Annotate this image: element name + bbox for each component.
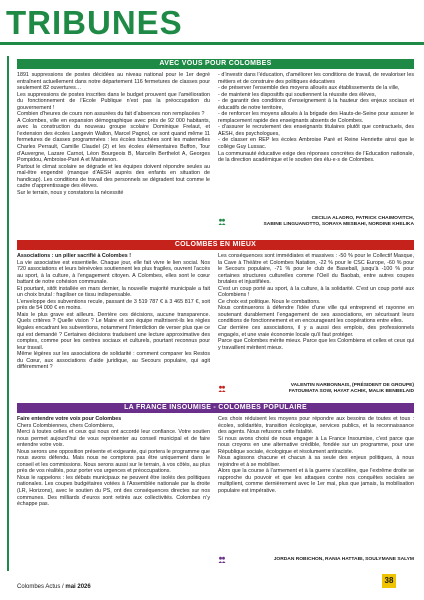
paragraph: Mais le plus grave est ailleurs. Derrière ces décisions, aucune transparence. Quels critères ? Quelle vision ? Le Maire et son équipe maîtrisent-ils les règles légales encadrant les subventions, notamment l’interdiction de verser plus que ce qui est demandé ? Certaines décisions traduisent une lecture approximative des comptes, comme pour les centres sociaux et culturels, pourtant reconnus pour leur travail. [17,311,210,351]
section-header-avec-vous: AVEC VOUS POUR COLOMBES [17,59,414,69]
paragraph: Nous serons une opposition présente et exigeante, qui portera le programme que nous avons défendu. Mais nous ne comptons pas être uniquement dans le conseil et les commissions. Nous serons aussi sur le terrain, à vos côtés, au plus près de vos réalités, pour porter vos urgences et préoccupations. [17,448,210,475]
paragraph: Sur le terrain, nous y constatons la nécessité [17,189,124,196]
section-3-left-column [17,416,210,566]
paragraph: C’est un coup porté au sport, à la culture, à la solidarité. C’est un coup porté aux Colombiens ! [218,285,414,299]
paragraph: - de classer en REP les écoles Ambroise Paré et Reine Henriette ainsi que le collège Guy Lussac. [218,137,414,151]
section-2-left-column [17,253,210,398]
signature-line: FATOUMATA SOW, HAYAT ACHIK, MALIK BENBELAID [288,389,414,395]
paragraph: Ce choix est politique. Nous le combattons. [218,298,321,305]
paragraph: La communauté éducative exige des réponses concrètes de l’Education nationale, de la direction académique et le soutien des élu·e·s de Colombes. [218,150,414,164]
paragraph: Merci à toutes celles et ceux qui nous ont accordé leur confiance. Votre soutien nous permet aujourd’hui de vous représenter au conseil municipal et de faire entendre votre voix. [17,429,210,449]
group-people-icon [218,218,226,226]
paragraph: - de renforcer les moyens alloués à la brigade des Hauts-de-Seine pour assurer le remplacement rapide des enseignants absents de Colombes. [218,111,414,124]
paragraph: Parce que Colombes mérite mieux. Parce que les Colombiens et celles et ceux qui y travaillent méritent mieux. [218,338,414,351]
paragraph: 1891 suppressions de postes décidées au niveau national pour le 1er degré entraînent actuellement dans notre département 116 fermetures de classes pour seulement 82 ouvertures… [17,72,210,92]
paragraph: Alors que la course à l’armement et à la guerre s’accélère, que l’extrême droite se rapproche du pouvoir et que les attaques contre nos conquêtes sociales se multiplient, comme dernièrement avec le 1er mai, plus que jamais, la mobilisation populaire est impérative. [218,468,414,495]
left-margin-rule [7,56,9,571]
publication-name: Colombes Actus [17,584,61,590]
paragraph: Nous le rappelons : les débats municipaux ne peuvent être isolés des politiques nationales. Les coupes budgétaires votées à l’Assemblée nationale par la droite (LR, Horizons), avec le soutien du PS, ont des conséquences directes sur nos communes. Des milliards d’euros sont retirés aux collectivités. Colombes n’y échappe pas. [17,474,210,508]
group-people-icon [218,385,226,393]
paragraph: Partout le climat scolaire se dégrade et les équipes doivent répondre seules au mal-être engendré (manque d’AESH auprès des enfants en situation de handicap). Les conditions de travail des personnels se dégradent tout comme le cadre d’apprentissage des élèves. [17,163,210,190]
section-3-signature [230,557,414,563]
paragraph: - de garantir des conditions d’enseignement à la hauteur des enjeux sociaux et éducatifs de notre territoire, [218,98,414,111]
paragraph: - d’assurer le recrutement des enseignants titulaires plutôt que contractuels, des AESH, des psychologues, [218,124,414,137]
paragraph: La vie associative est essentielle. Chaque jour, elle fait vivre le lien social. Nos 720 associations et leurs bénévoles soutiennent les plus fragiles, ouvrent l’accès au sport, à la culture, à l’engagement citoyen. A Colombes, elles sont le cœur battant de notre cohésion communale. [17,259,210,286]
section-header-france-insoumise: LA FRANCE INSOUMISE - COLOMBES POPULAIRE [17,403,414,413]
article-heading: Faire entendre votre voix pour Colombes [17,416,122,422]
paragraph: Chers Colombiennes, chers Colombiens, [17,422,115,429]
section-1-right-column [218,72,414,206]
paragraph: L’enveloppe des subventions recule, passant de 3 519 787 € à 3 465 817 €, soit près de 54 000 € en moins. [17,298,210,312]
paragraph: Les conséquences sont immédiates et massives : -50 % pour le Collectif Masque, la Cave à Théâtre et Colombes Natation, -22 % pour le CSC Europe, -60 % pour le Secours populaire, -71 % pour le club de Baseball, jusqu’à -100 % pour certaines structures culturelles comme l’Oeil du Baobab, entre autres coupes brutales et injustifiées. [218,253,414,286]
section-1-left-column [17,72,210,237]
signature-line: SABINE LINGUANOTTO, SORAYA MESBAHI, NORDINE KHELIKA [263,222,414,228]
paragraph: - d’investir dans l’éducation, d’améliorer les conditions de travail, de revaloriser les métiers et de construire des politiques éducatives [218,72,414,85]
footer-text: Colombes Actus / mai 2026 [17,584,91,590]
title-rule [0,42,424,45]
signature-line: JORDAN ROBICHON, RANIA HATTABI, SOULYMANE SALYM [273,557,414,562]
page-number: 38 [382,574,396,588]
page-title-text: TRIBUNES [6,4,183,41]
article-heading: Associations : un pilier sacrifié à Colombes ! [17,253,132,259]
paragraph: Ces choix réduisent les moyens pour répondre aux besoins de toutes et tous : écoles, solidarités, transition écologique, services publics, et la reconnaissance des agents. Nous refusons cette fatalité. [218,416,414,436]
page-title [0,0,424,46]
signature-line: CECILIA ALADRO, PATRICK CHAIMOVITCH, [311,216,414,221]
paragraph: Si nous avons choisi de nous engager à La France Insoumise, c’est parce que nous croyons en une alternative crédible, fondée sur un programme, pour une République sociale, écologique et résolument antiraciste. [218,435,414,455]
section-header-colombes-en-mieux: COLOMBES EN MIEUX [17,240,414,250]
section-3-right-column [218,416,414,546]
paragraph: Nous agissons chacune et chacun à sa seule des enjeux politiques, à nous rejoindre et à se mobiliser. [218,455,414,468]
signature-line: VALENTIN NARBONNAIS, (PRÉSIDENT DE GROUPE) [290,383,414,388]
paragraph: Même légères sur les associations de solidarité : comment comparer les Restos du Cœur, aux associations d’aide juridique, au Secours populaire, qui agit différemment ? [17,351,210,371]
issue-date: mai 2026 [65,584,91,590]
section-2-signature [230,383,414,396]
paragraph: Les suppressions de postes inscrites dans le budget prouvent que l’amélioration du fonctionnement de l’Ecole Publique n’est pas la préoccupation du gouvernement ! [17,91,210,111]
page-footer [0,578,424,600]
section-1-signature [230,216,414,229]
paragraph: Nous continuerons à défendre l’idée d’une ville qui entreprend et rayonne en soutenant durablement l’engagement de ses associations, en sécurisant leurs conditions de fonctionnement et en encourageant les coopérations entre elles. [218,305,414,325]
paragraph: Car derrière ces associations, il y a aussi des emplois, des professionnels engagés, et une vraie économie locale qu’il faut protéger. [218,325,414,338]
paragraph: Et pourtant, sitôt installée en mars dernier, la nouvelle majorité municipale a fait un choix brutal : fragiliser ce tissu indispensable. [17,285,210,299]
paragraph: - de maintenir les dispositifs qui soutiennent la réussite des élèves, [218,91,377,98]
paragraph: Combien d’heures de cours non assurées du fait d’absences non remplacées ? [17,111,205,118]
section-2-right-column [218,253,414,378]
group-people-icon [218,556,226,564]
paragraph: - de préserver l’ensemble des moyens alloués aux établissements de la ville, [218,85,400,92]
paragraph: A Colombes, ville en expansion démographique avec près de 92 000 habitants, avec la construction du nouveau groupe scolaire Dominique Frelaut, et l’extension des écoles Langevin Wallon, Marcel Pagnol, ce sont quand même 11 fermetures de classes programmées : les écoles touchées sont les maternelles Charles Perrault, Camille Claudel (2) et les écoles élémentaires Buffon, Tour d’Auvergne, Lazare Carnot, Léon Bourgeois B, Marcelin Berthelot A, Georges Pompidou, Ambroise-Paré A et Maintenon. [17,117,210,164]
